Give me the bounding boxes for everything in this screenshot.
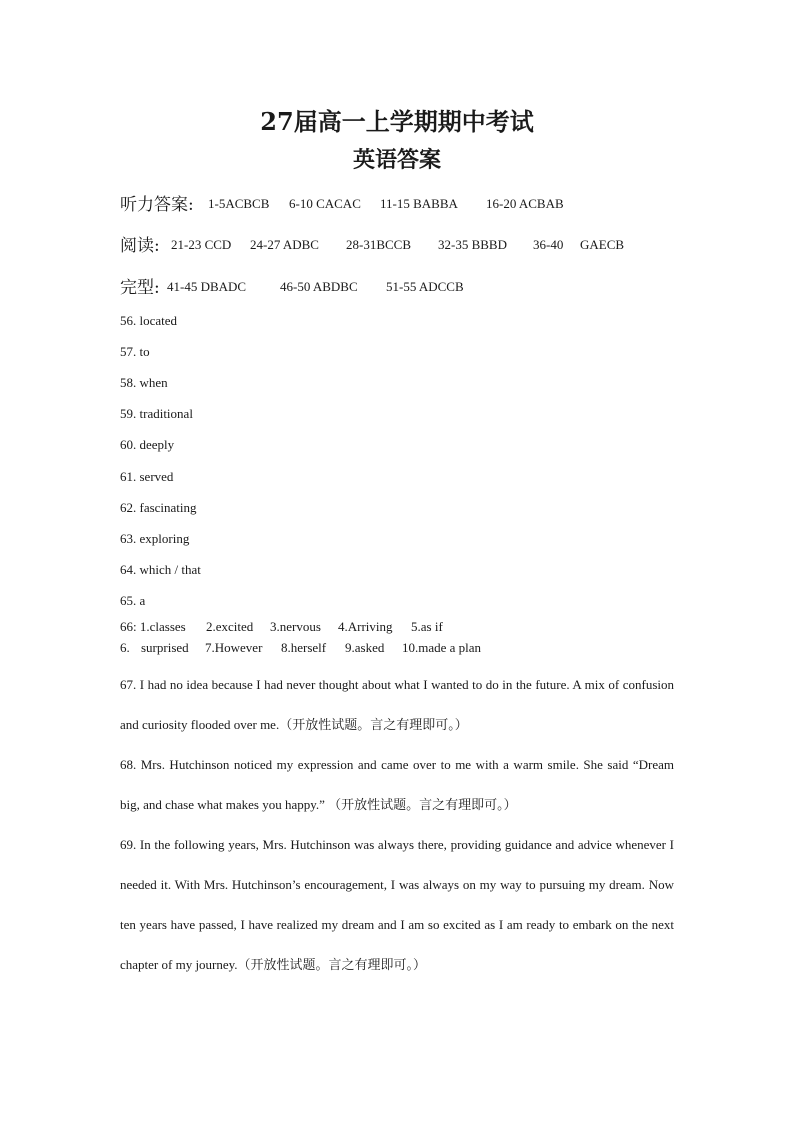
answer-59: 59. traditional xyxy=(120,406,193,421)
cloze-colon: : xyxy=(154,278,160,298)
answer-56: 56. located xyxy=(120,313,178,328)
answer-66-row2 xyxy=(120,640,680,658)
answer-66-item: 10.made a plan xyxy=(402,640,482,655)
reading-label: 阅读 xyxy=(120,236,154,256)
page-subtitle: 英语答案 xyxy=(352,147,441,173)
answer-66-item: 3.nervous xyxy=(270,619,321,634)
answer-66-item: 2.excited xyxy=(206,619,254,634)
cloze-item: 46-50 ABDBC xyxy=(280,279,358,294)
cloze-item: 51-55 ADCCB xyxy=(386,279,464,294)
reading-item: 32-35 BBBD xyxy=(438,237,507,252)
answer-62: 62. fascinating xyxy=(120,500,197,515)
answer-66-item: 6. xyxy=(120,640,130,655)
answer-66-item: 8.herself xyxy=(281,640,327,655)
answer-66-item: 9.asked xyxy=(345,640,385,655)
cloze-answers xyxy=(120,273,464,298)
answer-66-item: surprised xyxy=(141,640,189,655)
answer-57: 57. to xyxy=(120,344,150,359)
answer-69-paragraph: 69. In the following years, Mrs. Hutchinson was always there, providing guidance and advice whenever I needed it. With Mrs. Hutchinson’s encouragement, I was always on my way to pursuing my dream. Now ten years have passed, I have realized my dream and I am so excited as I am ready to embark on the next chapter of my journey.（开放性试题。言之有理即可。） xyxy=(120,837,674,972)
answer-64: 64. which / that xyxy=(120,562,201,577)
answer-60: 60. deeply xyxy=(120,437,175,452)
answer-66-row1 xyxy=(120,619,680,637)
reading-answers xyxy=(120,231,625,256)
cloze-item: 41-45 DBADC xyxy=(167,279,247,294)
listening-item: 6-10 CACAC xyxy=(289,196,361,211)
reading-item: 21-23 CCD xyxy=(171,237,232,252)
answer-66-item: 66: 1.classes xyxy=(120,619,186,634)
listening-answers xyxy=(120,190,564,215)
listening-label: 听力答案 xyxy=(120,195,188,215)
reading-colon: : xyxy=(154,236,160,256)
cloze-label: 完型 xyxy=(120,278,154,298)
answer-58: 58. when xyxy=(120,375,168,390)
reading-item: GAECB xyxy=(580,237,625,252)
answer-68-paragraph: 68. Mrs. Hutchinson noticed my expression and came over to me with a warm smile. She said “Dream big, and chase what makes you happy.” （开放性试题。言之有理即可。） xyxy=(120,757,674,812)
listening-colon: : xyxy=(188,195,194,215)
answer-66-item: 7.However xyxy=(205,640,263,655)
answer-63: 63. exploring xyxy=(120,531,190,546)
answer-65: 65. a xyxy=(120,593,146,608)
listening-item: 11-15 BABBA xyxy=(380,196,458,211)
reading-item: 24-27 ADBC xyxy=(250,237,319,252)
answer-61: 61. served xyxy=(120,469,174,484)
reading-item: 28-31BCCB xyxy=(346,237,412,252)
listening-item: 16-20 ACBAB xyxy=(486,196,564,211)
answer-66-item: 5.as if xyxy=(411,619,443,634)
answer-66-item: 4.Arriving xyxy=(338,619,393,634)
page-title: 27届高一上学期期中考试 xyxy=(260,107,534,136)
reading-item: 36-40 xyxy=(533,237,564,252)
answer-67-paragraph: 67. I had no idea because I had never thought about what I wanted to do in the future. A mix of confusion and curiosity flooded over me.（开放性试题。言之有理即可。） xyxy=(120,677,674,732)
listening-item: 1-5ACBCB xyxy=(208,196,270,211)
